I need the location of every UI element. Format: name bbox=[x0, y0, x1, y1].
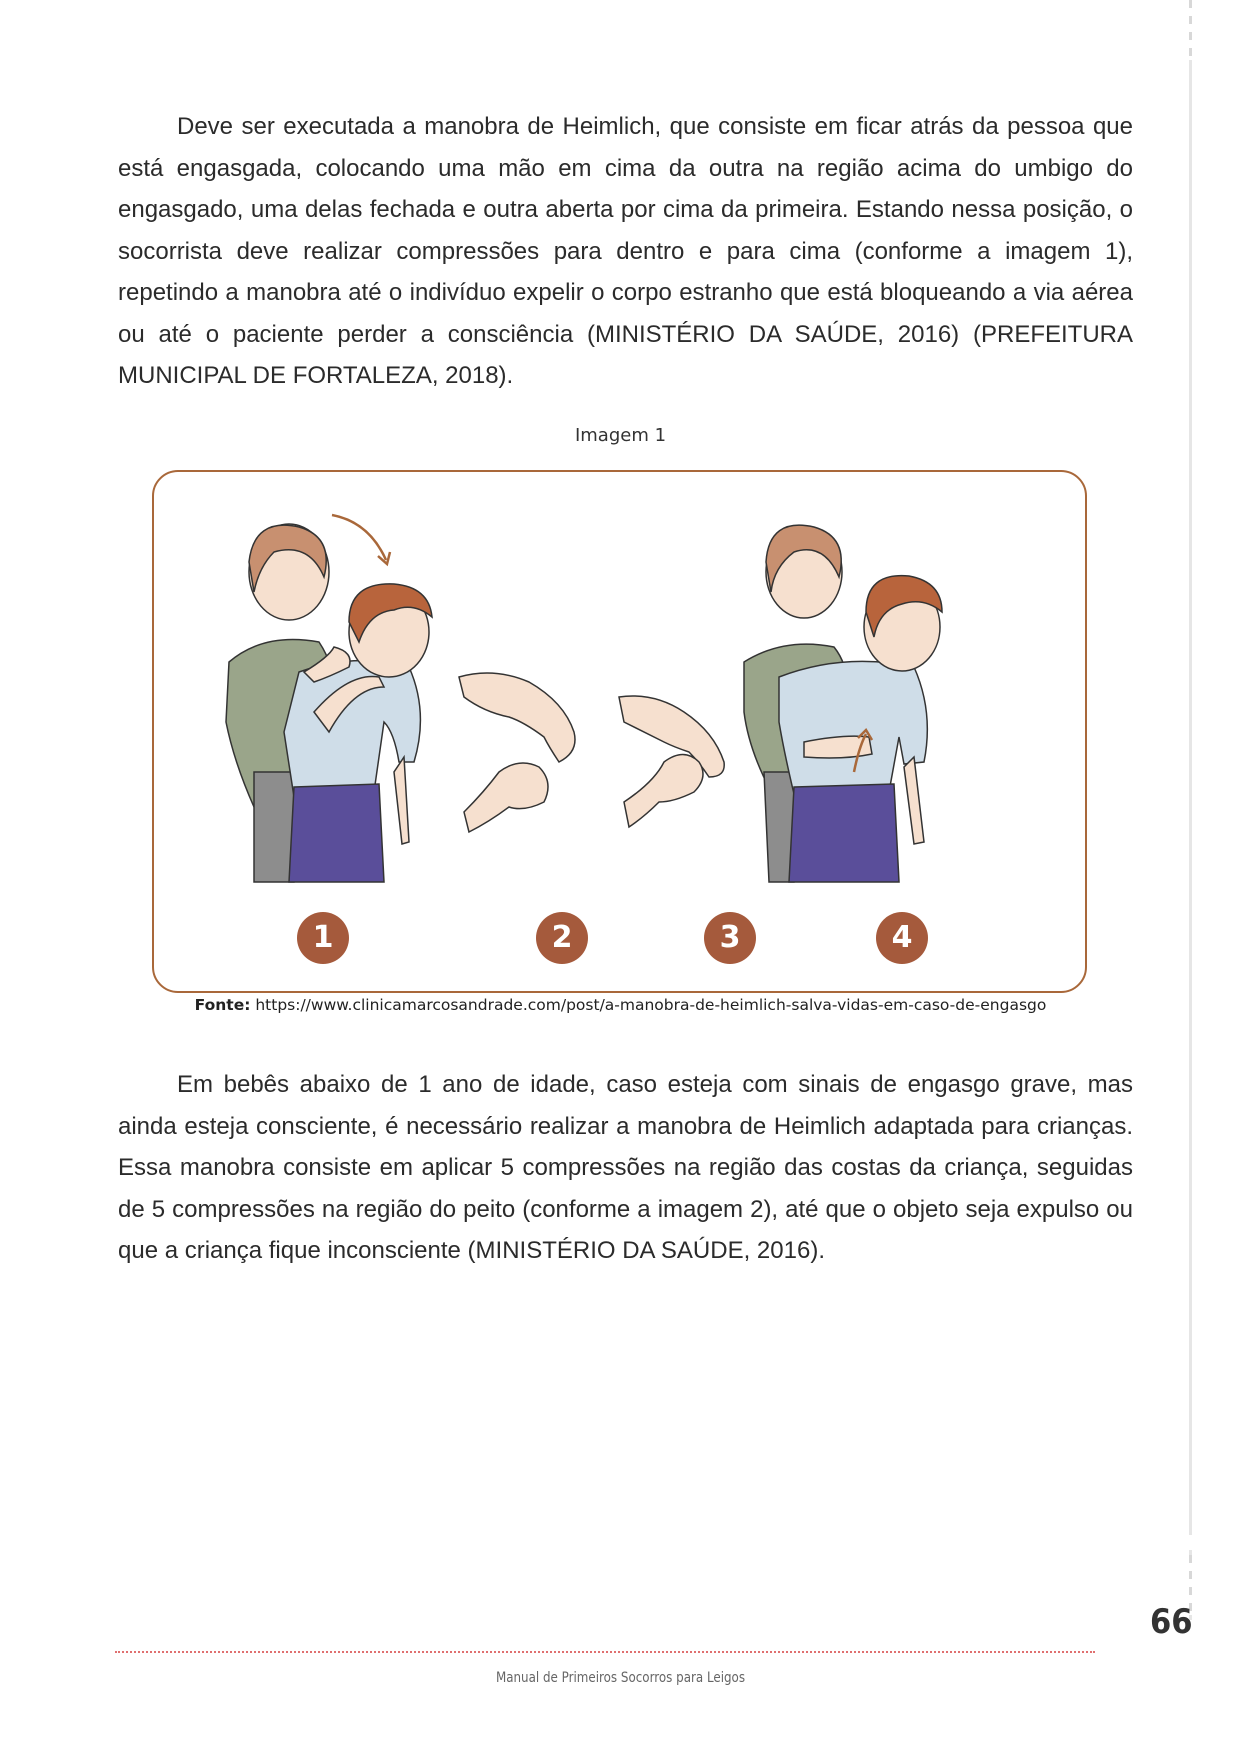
panel-4-illustration bbox=[744, 525, 942, 882]
step-badge-3: 3 bbox=[704, 912, 756, 964]
heimlich-figure bbox=[152, 470, 1087, 993]
margin-rule-dashes-top bbox=[1189, 0, 1192, 60]
body-paragraph-2: Em bebês abaixo de 1 ano de idade, caso esteja com sinais de engasgo grave, mas ainda esteja consciente, é necessário realizar a manobra de Heimlich adaptada para crianças. Essa manobra consiste em aplicar 5 compressões na região das costas da criança, seguidas de 5 compressões na região do peito (conforme a imagem 2), até que o objeto seja expulso ou que a criança fique inconsciente (MINISTÉRIO DA SAÚDE, 2016). bbox=[118, 1071, 1133, 1264]
source-url[interactable]: https://www.clinicamarcosandrade.com/post/a-manobra-de-heimlich-salva-vidas-em-caso-de-engasgo bbox=[255, 996, 1047, 1014]
footer-divider bbox=[115, 1651, 1095, 1653]
panel-2-illustration bbox=[459, 673, 575, 832]
figure-caption: Imagem 1 bbox=[574, 425, 667, 446]
step-badge-2: 2 bbox=[536, 912, 588, 964]
step-badge-4: 4 bbox=[876, 912, 928, 964]
heimlich-illustration bbox=[154, 472, 1087, 993]
panel-1-illustration bbox=[226, 515, 432, 882]
figure-source bbox=[0, 996, 1241, 1014]
panel-3-illustration bbox=[619, 696, 724, 827]
page-number: 66 bbox=[1150, 1602, 1193, 1642]
step-badge-1: 1 bbox=[297, 912, 349, 964]
source-label: Fonte: bbox=[194, 996, 251, 1014]
margin-rule bbox=[1189, 0, 1192, 1620]
footer-manual-title: Manual de Primeiros Socorros para Leigos bbox=[495, 1670, 746, 1686]
body-paragraph-1: Deve ser executada a manobra de Heimlich, que consiste em ficar atrás da pessoa que está engasgada, colocando uma mão em cima da outra na região acima do umbigo do engasgado, uma delas fechada e outra aberta por cima da primeira. Estando nessa posição, o socorrista deve realizar compressões para dentro e para cima (conforme a imagem 1), repetindo a manobra até o indivíduo expelir o corpo estranho que está bloqueando a via aérea ou até o paciente perder a consciência (MINISTÉRIO DA SAÚDE, 2016) (PREFEITURA MUNICIPAL DE FORTALEZA, 2018). bbox=[118, 113, 1133, 389]
